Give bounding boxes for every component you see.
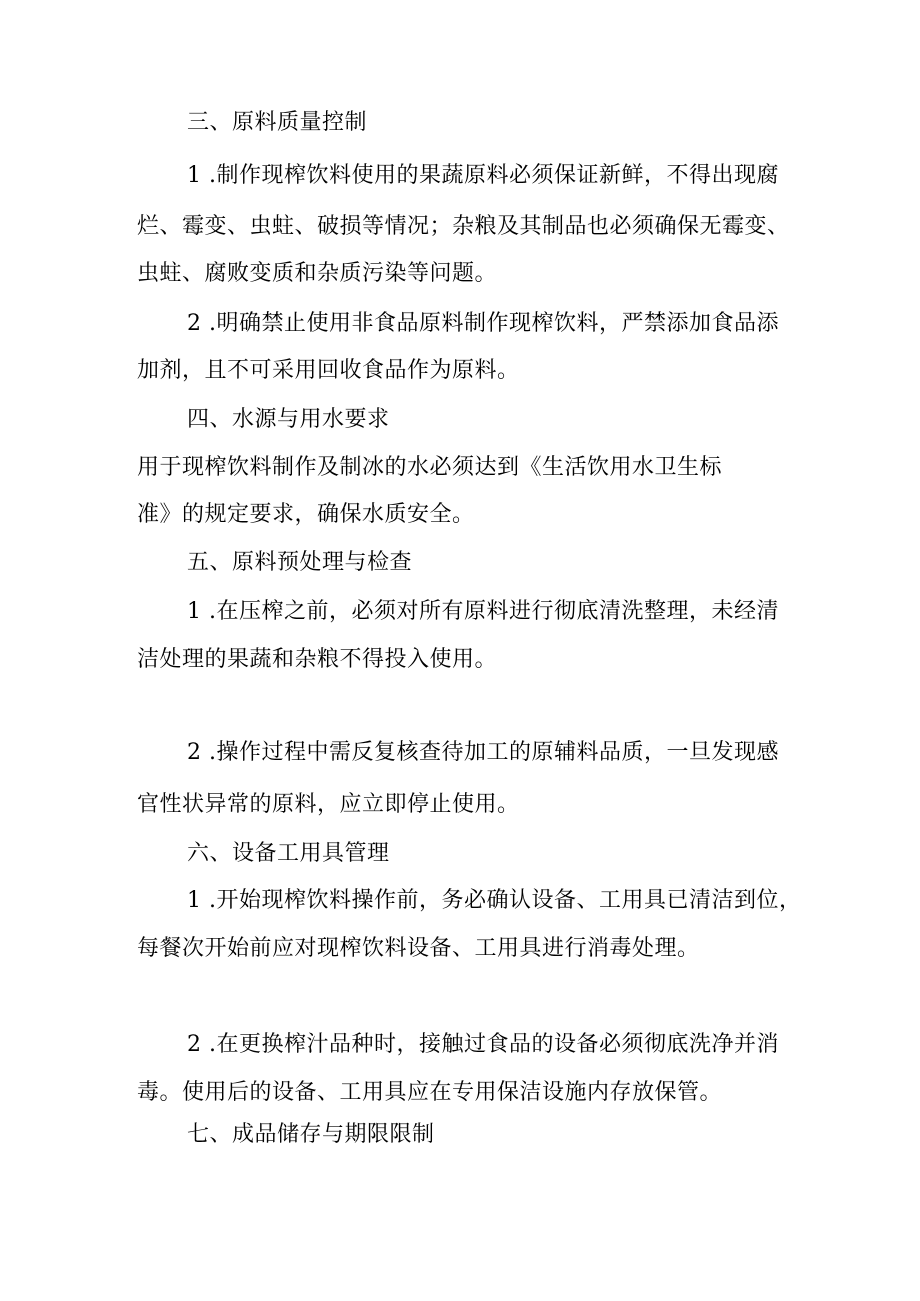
paragraph-line: 2 .操作过程中需反复核查待加工的原辅料品质，一旦发现感 <box>187 740 779 765</box>
paragraph-line: 洁处理的果蔬和杂粮不得投入使用。 <box>137 647 498 672</box>
paragraph-line: 加剂，且不可采用回收食品作为原料。 <box>137 358 520 383</box>
paragraph-line: 每餐次开始前应对现榨饮料设备、工用具进行消毒处理。 <box>137 936 700 961</box>
paragraph-line: 用于现榨饮料制作及制冰的水必须达到《生活饮用水卫生标 <box>137 455 723 480</box>
section-heading-water-requirements: 四、水源与用水要求 <box>187 407 390 432</box>
section-heading-equipment: 六、设备工用具管理 <box>187 841 390 866</box>
paragraph-line: 1 .在压榨之前，必须对所有原料进行彻底清洗整理，未经清 <box>187 599 779 624</box>
paragraph-line: 1 .开始现榨饮料操作前，务必确认设备、工用具已清洁到位， <box>187 888 802 913</box>
paragraph-line: 准》的规定要求，确保水质安全。 <box>137 502 475 527</box>
paragraph-line: 毒。使用后的设备、工用具应在专用保洁设施内存放保管。 <box>137 1080 723 1105</box>
paragraph-line: 1 .制作现榨饮料使用的果蔬原料必须保证新鲜，不得出现腐 <box>187 163 779 188</box>
paragraph-line: 2 .明确禁止使用非食品原料制作现榨饮料，严禁添加食品添 <box>187 311 779 336</box>
section-heading-raw-material-quality: 三、原料质量控制 <box>187 110 368 135</box>
paragraph-line: 官性状异常的原料，应立即停止使用。 <box>137 792 520 817</box>
paragraph-line: 烂、霉变、虫蛀、破损等情况；杂粮及其制品也必须确保无霉变、 <box>137 214 790 239</box>
section-heading-pretreatment: 五、原料预处理与检查 <box>187 550 413 575</box>
section-heading-storage: 七、成品储存与期限限制 <box>187 1122 435 1147</box>
paragraph-line: 2 .在更换榨汁品种时，接触过食品的设备必须彻底洗净并消 <box>187 1032 779 1057</box>
paragraph-line: 虫蛀、腐败变质和杂质污染等问题。 <box>137 261 498 286</box>
